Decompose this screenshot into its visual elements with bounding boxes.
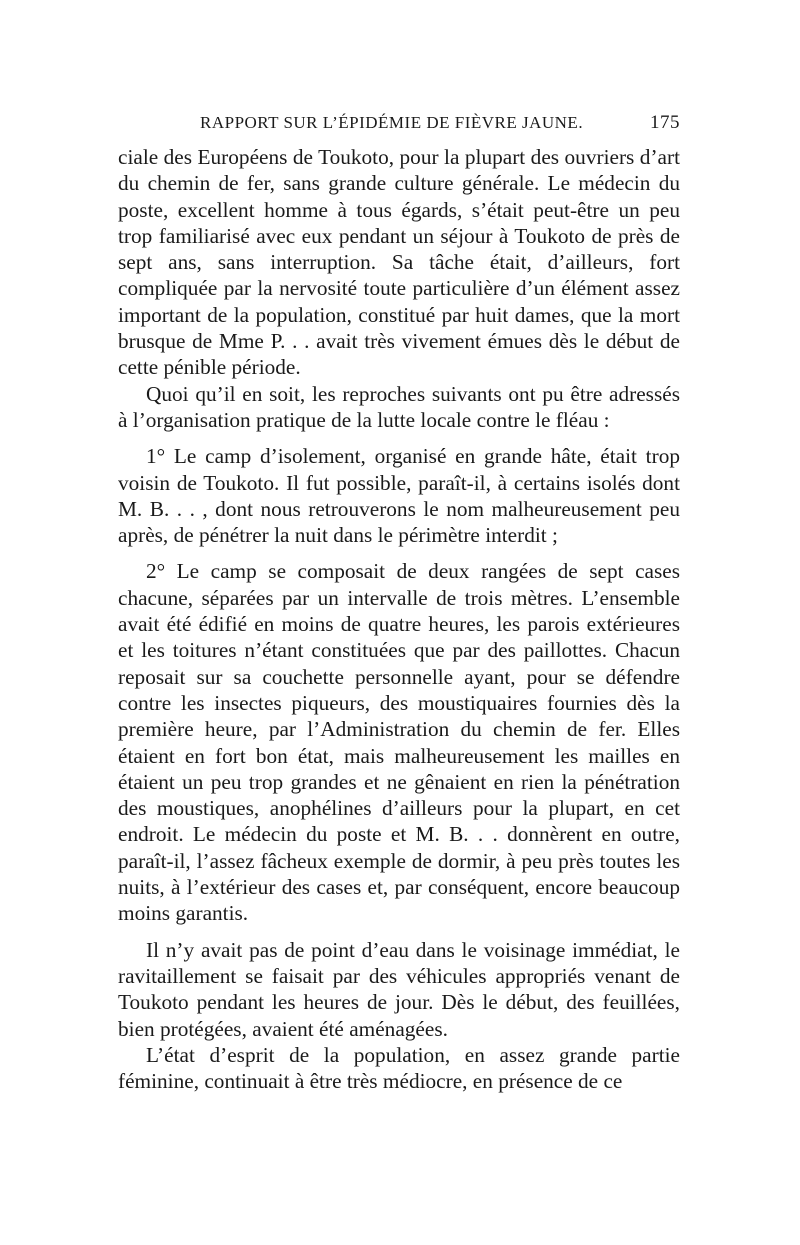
paragraph-2: Quoi qu’il en soit, les reproches suivants ont pu être adressés à l’organisation pratique de la lutte locale contre le fléau : [118,381,680,432]
paragraph-3: 1° Le camp d’isolement, organisé en grande hâte, était trop voisin de Toukoto. Il fut possible, paraît-il, à certains isolés dont M. B. . . , dont nous retrouverons le nom malheureusement peu après, de pénétrer la nuit dans le périmètre interdit ; [118,444,680,548]
paragraph-1: ciale des Européens de Toukoto, pour la plupart des ouvriers d’art du chemin de fer, sans grande culture générale. Le médecin du poste, excellent homme à tous égards, s’était peut-être un peu trop familiarisé avec eux pendant un séjour à Toukoto de près de sept ans, sans interruption. Sa tâche était, d’ailleurs, fort compliquée par la nervosité toute particulière d’un élément assez important de la population, constitué par huit dames, que la mort brusque de Mme P. . . avait très vivement émues dès le début de cette pénible période. [118,145,680,380]
running-head [118,112,680,144]
paragraph-4: 2° Le camp se composait de deux rangées de sept cases chacune, séparées par un intervalle de trois mètres. L’ensemble avait été édifié en moins de quatre heures, les parois extérieures et les toitures n’étant constituées que par des paillottes. Chacun reposait sur sa couchette personnelle ayant, pour se défendre contre les insectes piqueurs, des moustiquaires fournies dès la première heure, par l’Administration du chemin de fer. Elles étaient en fort bon état, mais malheureusement les mailles en étaient un peu trop grandes et ne gênaient en rien la pénétration des moustiques, anophélines d’ailleurs pour la plupart, en cet endroit. Le médecin du poste et M. B. . . donnèrent en outre, paraît-il, l’assez fâcheux exemple de dormir, à peu près toutes les nuits, à l’extérieur des cases et, par conséquent, encore beaucoup moins garantis. [118,559,680,926]
body-text [118,144,680,1094]
book-page [118,112,680,1094]
paragraph-5: Il n’y avait pas de point d’eau dans le voisinage immédiat, le ravitaillement se faisait par des véhicules appropriés venant de Toukoto pendant les heures de jour. Dès le début, des feuillées, bien protégées, avaient été aménagées. [118,937,680,1041]
page-number: 175 [650,112,680,133]
running-title: RAPPORT SUR L’ÉPIDÉMIE DE FIÈVRE JAUNE. [200,113,584,132]
paragraph-6: L’état d’esprit de la population, en assez grande partie féminine, continuait à être très médiocre, en présence de ce [118,1042,680,1094]
